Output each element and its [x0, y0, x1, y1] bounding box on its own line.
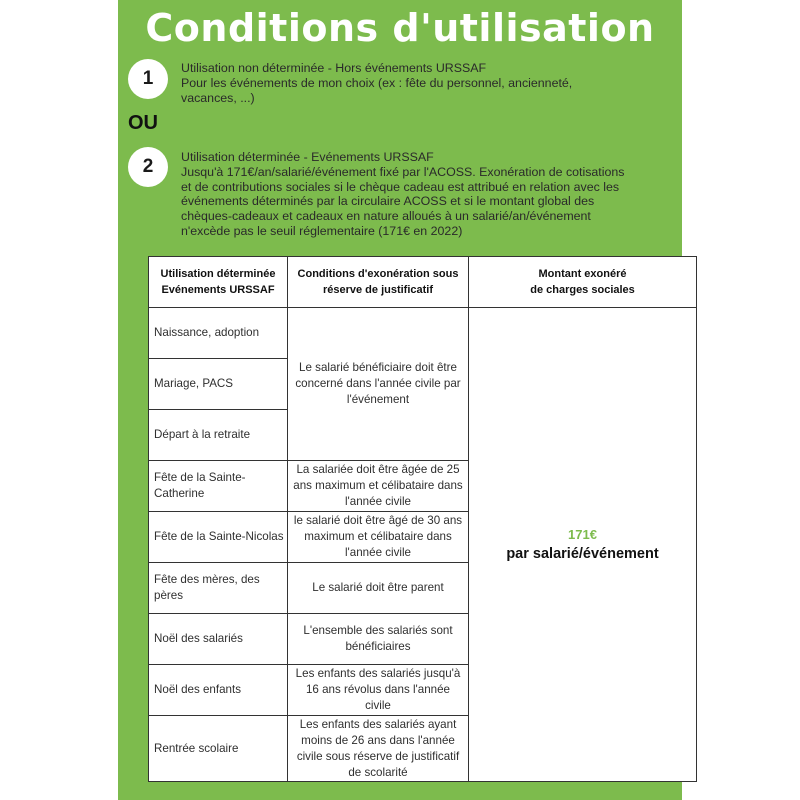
event-cell: Fête des mères, des pères: [149, 563, 288, 614]
option-2-line: événements déterminés par la circulaire ACOSS et si le montant global des: [181, 194, 595, 209]
option-2-line: Jusqu'à 171€/an/salarié/événement fixé par l'ACOSS. Exonération de cotisations: [181, 164, 625, 179]
condition-cell: Les enfants des salariés jusqu'à 16 ans révolus dans l'année civile: [288, 665, 469, 716]
option-2-line: Utilisation déterminée - Evénements URSSAF: [181, 150, 434, 164]
amount-per: par salarié/événement: [506, 546, 659, 562]
event-cell: Fête de la Sainte- Catherine: [149, 461, 288, 512]
condition-cell: Les enfants des salariés ayant moins de 26 ans dans l'année civile sous réserve de justificatif de scolarité: [288, 716, 469, 782]
event-cell: Départ à la retraite: [149, 410, 288, 461]
event-cell: Naissance, adoption: [149, 308, 288, 359]
event-cell: Noël des salariés: [149, 614, 288, 665]
option-2-text: [181, 150, 671, 239]
option-1-line: Pour les événements de mon choix (ex : fête du personnel, ancienneté,: [181, 75, 573, 90]
table-header-row: [149, 257, 697, 308]
option-2-line: et de contributions sociales si le chèque cadeau est attribué en relation avec les: [181, 179, 620, 194]
option-1-line: vacances, ...): [181, 90, 255, 105]
event-cell: Fête de la Sainte-Nicolas: [149, 512, 288, 563]
condition-cell: le salarié doit être âgé de 30 ans maximum et célibataire dans l'année civile: [288, 512, 469, 563]
condition-cell: Le salarié doit être parent: [288, 563, 469, 614]
option-1-line: Utilisation non déterminée - Hors événements URSSAF: [181, 61, 487, 75]
header-amount: Montant exonéré de charges sociales: [469, 257, 697, 308]
or-label: OU: [128, 112, 158, 134]
header-conditions: Conditions d'exonération sous réserve de justificatif: [288, 257, 469, 308]
event-cell: Mariage, PACS: [149, 359, 288, 410]
option-1-text: [181, 61, 671, 105]
option-2-line: n'excède pas le seuil réglementaire (171€ en 2022): [181, 223, 463, 238]
page-title: Conditions d'utilisation: [145, 6, 655, 50]
events-table: [148, 256, 697, 782]
option-1-badge: 1: [128, 59, 168, 99]
event-cell: Noël des enfants: [149, 665, 288, 716]
amount-cell: [469, 308, 697, 782]
option-2-line: chèques-cadeaux et cadeaux en nature alloués à un salarié/an/événement: [181, 209, 591, 224]
event-cell: Rentrée scolaire: [149, 716, 288, 782]
amount-value: 171€: [568, 527, 597, 542]
condition-cell: Le salarié bénéficiaire doit être concerné dans l'année civile par l'événement: [288, 308, 469, 461]
condition-cell: L'ensemble des salariés sont bénéficiaires: [288, 614, 469, 665]
table-row: [149, 308, 697, 359]
option-2-badge: 2: [128, 147, 168, 187]
green-panel: [118, 0, 682, 800]
header-usage: Utilisation déterminée Evénements URSSAF: [149, 257, 288, 308]
condition-cell: La salariée doit être âgée de 25 ans maximum et célibataire dans l'année civile: [288, 461, 469, 512]
